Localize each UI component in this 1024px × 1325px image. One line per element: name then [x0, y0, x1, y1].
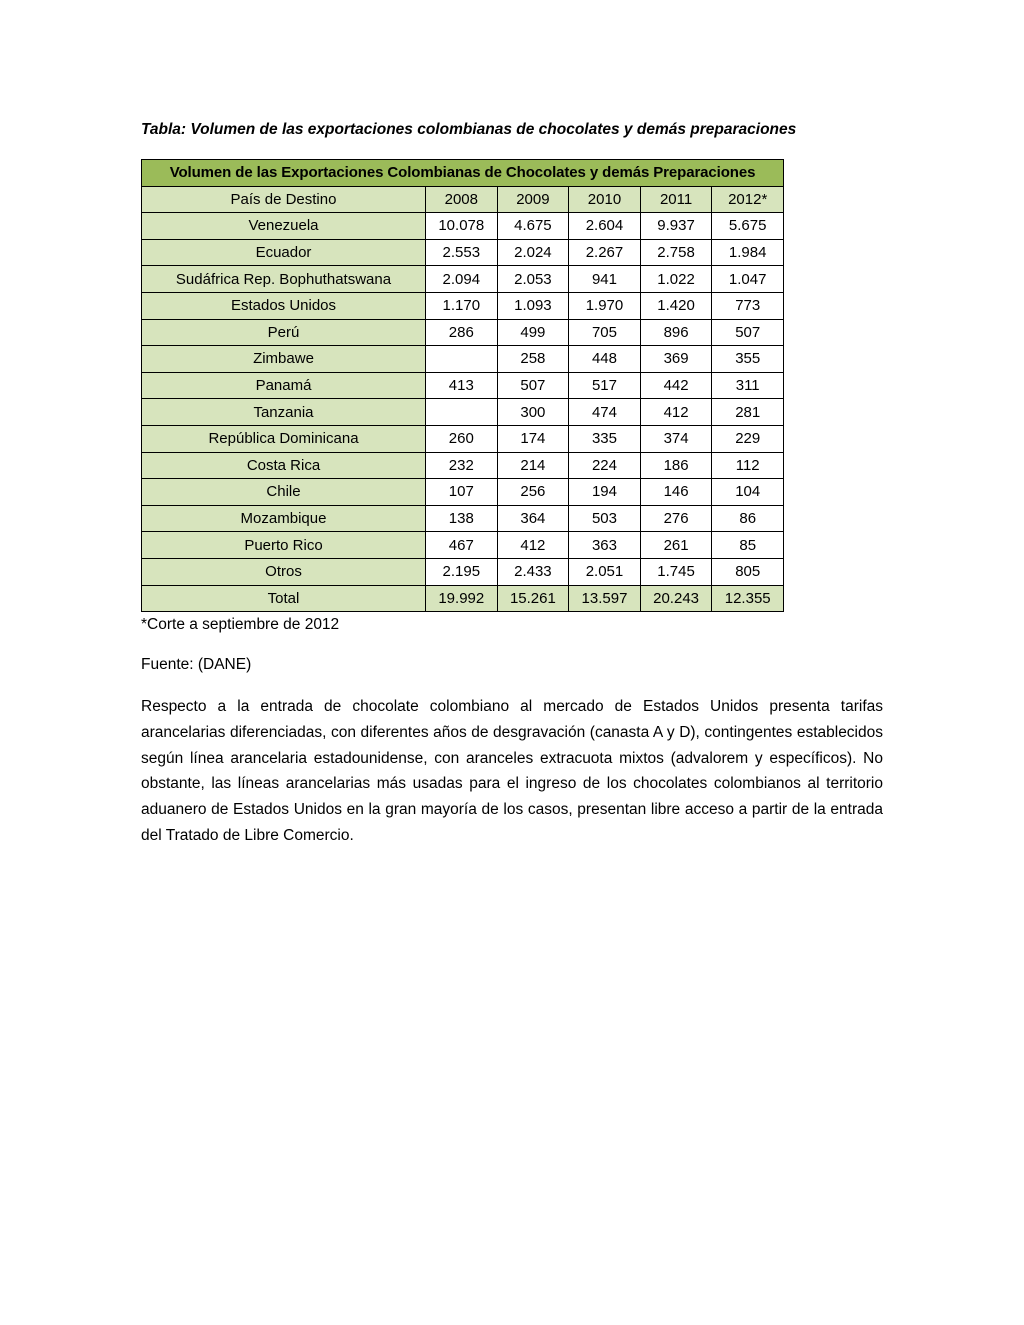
value-cell: 2.094 — [426, 266, 498, 293]
value-cell: 442 — [640, 372, 712, 399]
table-row — [142, 479, 784, 506]
value-cell: 941 — [569, 266, 641, 293]
country-cell: Ecuador — [142, 239, 426, 266]
value-cell: 1.093 — [497, 292, 569, 319]
value-cell: 2.195 — [426, 558, 498, 585]
table-row — [142, 425, 784, 452]
total-label: Total — [142, 585, 426, 612]
value-cell: 2.051 — [569, 558, 641, 585]
value-cell: 229 — [712, 425, 784, 452]
value-cell: 85 — [712, 532, 784, 559]
value-cell: 335 — [569, 425, 641, 452]
value-cell: 1.970 — [569, 292, 641, 319]
value-cell: 300 — [497, 399, 569, 426]
value-cell: 1.047 — [712, 266, 784, 293]
table-row — [142, 239, 784, 266]
value-cell: 258 — [497, 346, 569, 373]
value-cell: 2.267 — [569, 239, 641, 266]
value-cell: 369 — [640, 346, 712, 373]
country-cell: Perú — [142, 319, 426, 346]
value-cell: 363 — [569, 532, 641, 559]
table-header-row — [142, 186, 784, 213]
value-cell — [426, 399, 498, 426]
value-cell: 2.604 — [569, 213, 641, 240]
country-cell: República Dominicana — [142, 425, 426, 452]
value-cell: 138 — [426, 505, 498, 532]
value-cell: 1.984 — [712, 239, 784, 266]
country-cell: Chile — [142, 479, 426, 506]
total-value: 20.243 — [640, 585, 712, 612]
value-cell: 474 — [569, 399, 641, 426]
value-cell: 194 — [569, 479, 641, 506]
value-cell: 224 — [569, 452, 641, 479]
value-cell: 896 — [640, 319, 712, 346]
country-cell: Costa Rica — [142, 452, 426, 479]
value-cell: 4.675 — [497, 213, 569, 240]
value-cell: 112 — [712, 452, 784, 479]
value-cell: 412 — [640, 399, 712, 426]
value-cell: 146 — [640, 479, 712, 506]
country-cell: Panamá — [142, 372, 426, 399]
header-cell: 2008 — [426, 186, 498, 213]
table-row — [142, 346, 784, 373]
value-cell: 705 — [569, 319, 641, 346]
value-cell: 260 — [426, 425, 498, 452]
value-cell: 2.553 — [426, 239, 498, 266]
table-title: Volumen de las Exportaciones Colombianas de Chocolates y demás Preparaciones — [142, 160, 784, 187]
value-cell: 499 — [497, 319, 569, 346]
value-cell: 364 — [497, 505, 569, 532]
header-cell: 2010 — [569, 186, 641, 213]
table-row — [142, 266, 784, 293]
body-paragraph: Respecto a la entrada de chocolate colombiano al mercado de Estados Unidos presenta tarifas arancelarias diferenciadas, con diferentes años de desgravación (canasta A y D), contingentes establecidos según línea arancelaria estadounidense, con aranceles extracuota mixtos (advalorem y específicos). No obstante, las líneas arancelarias más usadas para el ingreso de los chocolates colombianos al territorio aduanero de Estados Unidos en la gran mayoría de los casos, presentan libre acceso a partir de la entrada del Tratado de Libre Comercio. — [141, 698, 883, 844]
value-cell: 507 — [497, 372, 569, 399]
value-cell: 311 — [712, 372, 784, 399]
value-cell: 2.024 — [497, 239, 569, 266]
value-cell: 805 — [712, 558, 784, 585]
value-cell: 355 — [712, 346, 784, 373]
value-cell: 214 — [497, 452, 569, 479]
value-cell: 107 — [426, 479, 498, 506]
table-title-row — [142, 160, 784, 187]
table-row — [142, 505, 784, 532]
value-cell: 261 — [640, 532, 712, 559]
table-row — [142, 292, 784, 319]
value-cell: 507 — [712, 319, 784, 346]
table-row — [142, 452, 784, 479]
total-value: 13.597 — [569, 585, 641, 612]
value-cell: 5.675 — [712, 213, 784, 240]
value-cell: 174 — [497, 425, 569, 452]
exports-table — [141, 159, 784, 612]
value-cell: 773 — [712, 292, 784, 319]
header-cell: 2011 — [640, 186, 712, 213]
country-cell: Tanzania — [142, 399, 426, 426]
table-row — [142, 213, 784, 240]
table-total-row — [142, 585, 784, 612]
document-page — [141, 117, 883, 848]
value-cell: 281 — [712, 399, 784, 426]
value-cell: 374 — [640, 425, 712, 452]
country-cell: Mozambique — [142, 505, 426, 532]
value-cell: 9.937 — [640, 213, 712, 240]
value-cell: 256 — [497, 479, 569, 506]
value-cell: 286 — [426, 319, 498, 346]
value-cell: 1.170 — [426, 292, 498, 319]
value-cell: 10.078 — [426, 213, 498, 240]
country-cell: Puerto Rico — [142, 532, 426, 559]
table-caption: Tabla: Volumen de las exportaciones colombianas de chocolates y demás preparaciones — [141, 121, 797, 138]
table-row — [142, 319, 784, 346]
value-cell: 413 — [426, 372, 498, 399]
header-cell: País de Destino — [142, 186, 426, 213]
table-row — [142, 532, 784, 559]
value-cell: 2.758 — [640, 239, 712, 266]
value-cell: 1.745 — [640, 558, 712, 585]
value-cell: 86 — [712, 505, 784, 532]
table-source: Fuente: (DANE) — [141, 656, 252, 674]
header-cell: 2009 — [497, 186, 569, 213]
value-cell: 2.433 — [497, 558, 569, 585]
value-cell: 276 — [640, 505, 712, 532]
value-cell: 517 — [569, 372, 641, 399]
value-cell: 448 — [569, 346, 641, 373]
value-cell: 104 — [712, 479, 784, 506]
value-cell — [426, 346, 498, 373]
value-cell: 232 — [426, 452, 498, 479]
header-cell: 2012* — [712, 186, 784, 213]
country-cell: Otros — [142, 558, 426, 585]
table-note: *Corte a septiembre de 2012 — [141, 616, 340, 634]
total-value: 19.992 — [426, 585, 498, 612]
value-cell: 1.420 — [640, 292, 712, 319]
country-cell: Venezuela — [142, 213, 426, 240]
country-cell: Sudáfrica Rep. Bophuthatswana — [142, 266, 426, 293]
table-row — [142, 399, 784, 426]
table-row — [142, 372, 784, 399]
total-value: 15.261 — [497, 585, 569, 612]
country-cell: Zimbawe — [142, 346, 426, 373]
value-cell: 503 — [569, 505, 641, 532]
value-cell: 186 — [640, 452, 712, 479]
table-row — [142, 558, 784, 585]
value-cell: 467 — [426, 532, 498, 559]
value-cell: 412 — [497, 532, 569, 559]
value-cell: 1.022 — [640, 266, 712, 293]
country-cell: Estados Unidos — [142, 292, 426, 319]
total-value: 12.355 — [712, 585, 784, 612]
value-cell: 2.053 — [497, 266, 569, 293]
